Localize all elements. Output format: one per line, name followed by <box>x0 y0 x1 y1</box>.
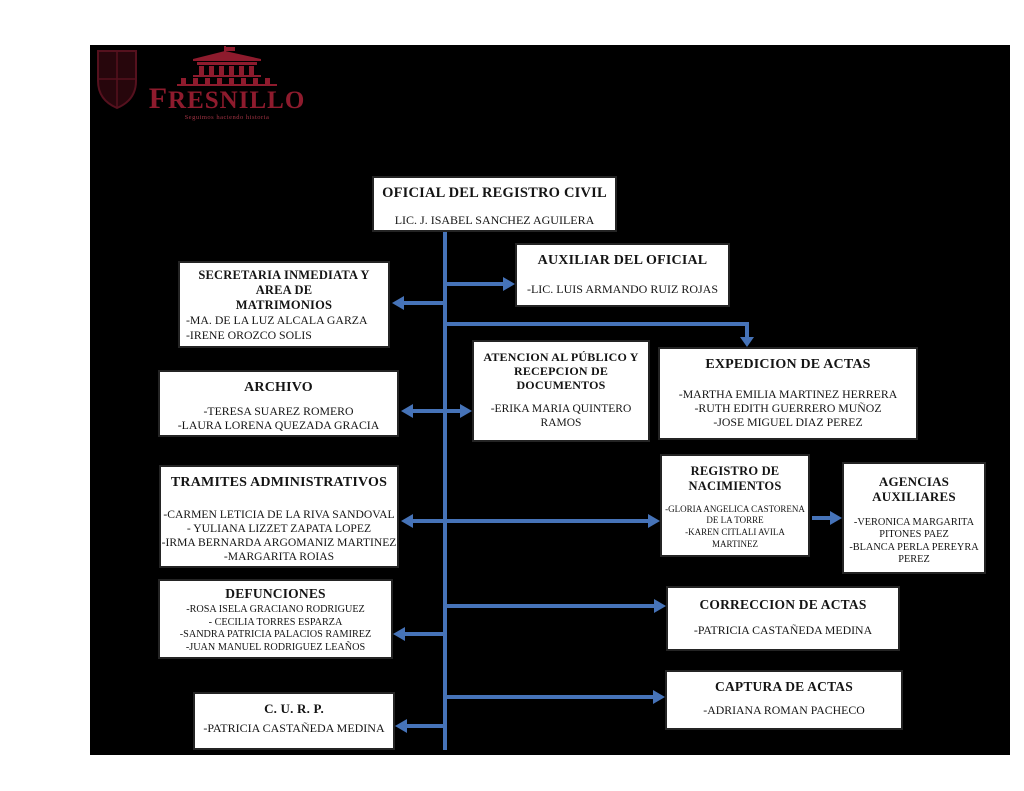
box-title-line: ATENCION AL PÚBLICO Y <box>483 350 639 364</box>
box-title <box>474 350 648 392</box>
member: -KAREN CITLALI AVILA MARTINEZ <box>685 526 785 549</box>
columns-building-icon <box>167 46 287 86</box>
member: -LAURA LORENA QUEZADA GRACIA <box>177 417 380 432</box>
connector-line-agencias <box>812 516 830 520</box>
member: -MA. DE LA LUZ ALCALA GARZA <box>186 313 368 328</box>
box-title <box>667 679 901 695</box>
box-title-line: AREA DE <box>255 282 313 297</box>
member: -ERIKA MARIA QUINTERO RAMOS <box>490 403 632 430</box>
connector-line-secretaria <box>404 301 445 305</box>
arrowhead-right-atencion <box>460 404 472 418</box>
box-title <box>662 464 808 494</box>
member: -SANDRA PATRICIA PALACIOS RAMIREZ <box>179 629 372 641</box>
arrowhead-left-curp <box>395 719 407 733</box>
member: -TERESA SUAREZ ROMERO <box>203 403 354 418</box>
member-list <box>844 517 984 567</box>
org-box-agencias-auxiliares <box>842 462 986 574</box>
member: -GLORIA ANGELICA CASTORENA DE LA TORRE <box>665 503 805 526</box>
connector-line-defunciones <box>405 632 447 636</box>
box-title <box>160 586 391 602</box>
box-title-line: CORRECCION DE ACTAS <box>699 597 867 612</box>
box-title-line: CAPTURA DE ACTAS <box>715 679 853 694</box>
fresnillo-logo <box>94 46 314 121</box>
arrowhead-right-correccion <box>654 599 666 613</box>
member: -JUAN MANUEL RODRIGUEZ LEAÑOS <box>185 642 366 654</box>
box-title-line: RECEPCION DE <box>513 364 609 379</box>
box-title <box>517 253 728 270</box>
org-box-expedicion-de-actas <box>658 347 918 440</box>
box-title-line: REGISTRO DE <box>690 464 780 478</box>
member: -PATRICIA CASTAÑEDA MEDINA <box>693 622 873 637</box>
box-title <box>161 475 397 492</box>
member: -ROSA ISELA GRACIANO RODRIGUEZ <box>186 603 365 615</box>
member-list <box>667 703 901 717</box>
box-title-line: AUXILIAR DEL OFICIAL <box>537 253 708 268</box>
arrowhead-left-secretaria <box>392 296 404 310</box>
arrowhead-right-auxiliar <box>503 277 515 291</box>
box-title-line: DOCUMENTOS <box>516 378 606 393</box>
member-list <box>161 508 397 565</box>
arrowhead-right-registro <box>648 514 660 528</box>
box-title-line: AUXILIARES <box>872 489 956 505</box>
box-title <box>195 701 393 716</box>
brand-name: FRESNILLO <box>148 82 306 115</box>
member: -PATRICIA CASTAÑEDA MEDINA <box>203 721 385 736</box>
box-title <box>374 185 615 202</box>
box-title-line: DEFUNCIONES <box>225 586 326 601</box>
member: LIC. J. ISABEL SANCHEZ AGUILERA <box>394 213 595 228</box>
member: -MARTHA EMILIA MARTINEZ HERRERA <box>678 386 898 401</box>
org-box-defunciones <box>158 579 393 659</box>
member: -IRMA BERNARDA ARGOMANIZ MARTINEZ <box>161 535 397 549</box>
org-box-correccion-de-actas <box>666 586 900 651</box>
box-title <box>160 380 397 397</box>
box-title-line: NACIMIENTOS <box>688 478 782 493</box>
box-title <box>668 597 898 613</box>
box-title-line: C. U. R. P. <box>264 701 324 716</box>
member: -LIC. LUIS ARMANDO RUIZ ROJAS <box>526 281 718 296</box>
brand-tagline: Seguimos haciendo historia <box>184 114 270 121</box>
member: -RUTH EDITH GUERRERO MUÑOZ <box>694 400 882 415</box>
member: -CARMEN LETICIA DE LA RIVA SANDOVAL <box>163 507 395 521</box>
connector-line-captura <box>447 695 653 699</box>
org-box-curp <box>193 692 395 750</box>
box-title-line: TRAMITES ADMINISTRATIVOS <box>170 475 388 490</box>
member: -MARGARITA ROIAS <box>223 549 335 563</box>
box-title <box>180 268 388 312</box>
connector-trunk <box>443 232 447 750</box>
member: -BLANCA PERLA PEREYRA PEREZ <box>849 541 979 566</box>
arrowhead-left-tramites <box>401 514 413 528</box>
box-title-line: ARCHIVO <box>244 380 313 395</box>
org-box-registro-de-nacimientos <box>660 454 810 557</box>
member-list <box>668 623 898 637</box>
connector-line-curp <box>407 724 447 728</box>
member: -ADRIANA ROMAN PACHECO <box>703 702 865 717</box>
member-list <box>662 504 808 551</box>
org-box-atencion-al-publico <box>472 340 650 442</box>
connector-line-correccion <box>447 604 654 608</box>
arrowhead-left-defunciones <box>393 627 405 641</box>
member-list <box>474 402 648 430</box>
box-title-line: SECRETARIA INMEDIATA Y <box>198 268 370 282</box>
connector-line-archivo-atencion <box>413 409 460 413</box>
org-box-oficial-del-registro-civil <box>372 176 617 232</box>
org-box-auxiliar-del-oficial <box>515 243 730 307</box>
box-title-line: AGENCIAS <box>878 474 950 489</box>
box-title-line: OFICIAL DEL REGISTRO CIVIL <box>382 185 607 201</box>
member: -IRENE OROZCO SOLIS <box>186 327 312 342</box>
member-list <box>180 313 388 342</box>
box-title-line: EXPEDICION DE ACTAS <box>705 357 871 372</box>
member: -JOSE MIGUEL DIAZ PEREZ <box>713 415 863 430</box>
member-list <box>160 604 391 655</box>
org-box-captura-de-actas <box>665 670 903 730</box>
org-box-archivo <box>158 370 399 437</box>
connector-line-expedicion-vertical <box>745 322 749 338</box>
connector-line-auxiliar <box>447 282 503 286</box>
arrowhead-right-agencias <box>830 511 842 525</box>
arrowhead-right-captura <box>653 690 665 704</box>
member-list <box>517 282 728 297</box>
connector-line-tramites-registro <box>413 519 648 523</box>
member: -VERONICA MARGARITA PITONES PAEZ <box>853 516 975 541</box>
org-box-tramites-administrativos <box>159 465 399 568</box>
shield-crest-icon <box>96 49 138 111</box>
arrowhead-left-archivo <box>401 404 413 418</box>
member-list <box>160 404 397 433</box>
org-box-secretaria-inmediata-y-matrimonios <box>178 261 390 348</box>
box-title-line: MATRIMONIOS <box>235 297 333 312</box>
box-title <box>660 357 916 374</box>
box-title <box>844 474 984 505</box>
connector-line-expedicion-horizontal <box>445 322 749 326</box>
arrowhead-down-expedicion <box>740 337 754 347</box>
member-list <box>660 387 916 430</box>
member: - CECILIA TORRES ESPARZA <box>208 616 343 628</box>
member-list <box>195 721 393 736</box>
member: - YULIANA LIZZET ZAPATA LOPEZ <box>186 521 372 535</box>
member-list <box>374 213 615 228</box>
brand-block <box>142 46 312 121</box>
